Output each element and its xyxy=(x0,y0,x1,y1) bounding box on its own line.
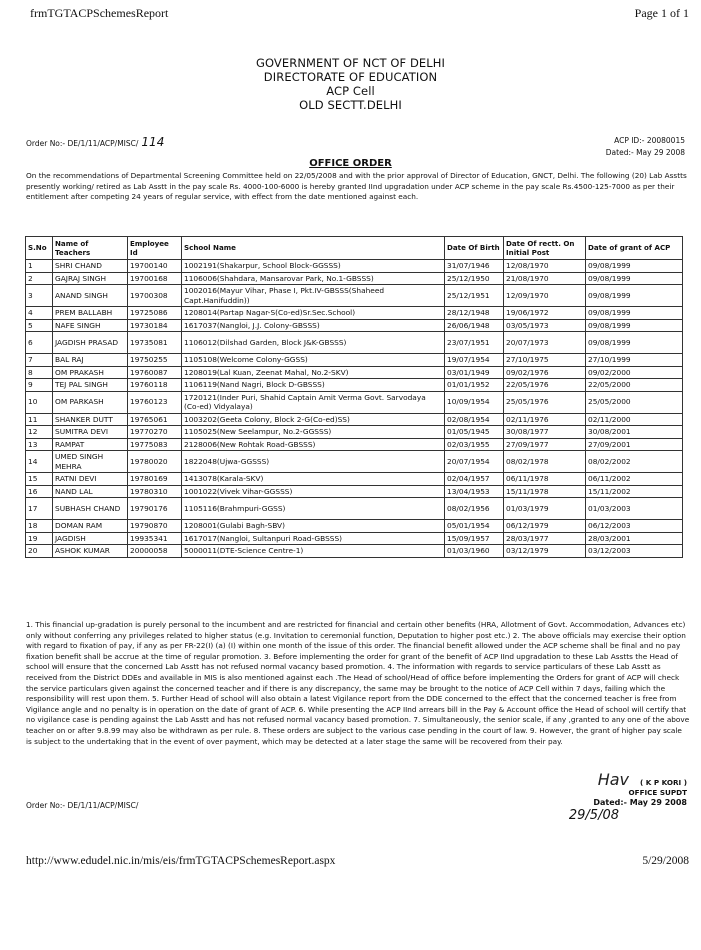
letterhead-line-3: ACP Cell xyxy=(326,84,375,98)
cell-school: 1720121(Inder Puri, Shahid Captain Amit Verma Govt. Sarvodaya (Co-ed) Vidyalaya) xyxy=(182,391,445,413)
cell-rectt: 12/09/1970 xyxy=(504,285,586,307)
cell-school: 5000011(DTE-Science Centre-1) xyxy=(182,545,445,558)
cell-grant: 27/10/1999 xyxy=(586,354,683,367)
cell-rectt: 15/11/1978 xyxy=(504,485,586,498)
cell-dob: 19/07/1954 xyxy=(445,354,504,367)
cell-school: 1105025(New Seelampur, No.2-GGSSS) xyxy=(182,426,445,439)
cell-school: 1003202(Geeta Colony, Block 2-G(Co-ed)SS) xyxy=(182,413,445,426)
table-row xyxy=(26,473,683,486)
cell-name: SUMITRA DEVI xyxy=(53,426,128,439)
cell-name: OM PRAKASH xyxy=(53,366,128,379)
cell-school: 1001022(Vivek Vihar-GGSSS) xyxy=(182,485,445,498)
page-number: Page 1 of 1 xyxy=(634,6,689,20)
cell-grant: 09/08/1999 xyxy=(586,260,683,273)
table-row xyxy=(26,272,683,285)
cell-rectt: 25/05/1976 xyxy=(504,391,586,413)
header-date-of-recruitment: Date Of rectt. On Initial Post xyxy=(504,237,586,260)
cell-rectt: 20/07/1973 xyxy=(504,332,586,354)
cell-grant: 06/11/2002 xyxy=(586,473,683,486)
table-row xyxy=(26,307,683,320)
footer-print-date: 5/29/2008 xyxy=(642,855,689,867)
table-row xyxy=(26,285,683,307)
cell-school: 1002191(Shakarpur, School Block-GGSSS) xyxy=(182,260,445,273)
cell-sno: 8 xyxy=(26,366,53,379)
letterhead-line-2: DIRECTORATE OF EDUCATION xyxy=(263,70,438,84)
cell-employee-id: 19750255 xyxy=(128,354,182,367)
cell-name: PREM BALLABH xyxy=(53,307,128,320)
cell-name: JAGDISH xyxy=(53,532,128,545)
cell-sno: 14 xyxy=(26,451,53,473)
table-row xyxy=(26,354,683,367)
cell-school: 1105116(Brahmpuri-GGSS) xyxy=(182,498,445,520)
signature-handwritten-date: 29/5/08 xyxy=(568,808,619,823)
cell-rectt: 06/11/1978 xyxy=(504,473,586,486)
cell-sno: 18 xyxy=(26,520,53,533)
cell-sno: 13 xyxy=(26,438,53,451)
header-date-of-birth: Date Of Birth xyxy=(445,237,504,260)
cell-name: RAMPAT xyxy=(53,438,128,451)
cell-sno: 2 xyxy=(26,272,53,285)
cell-school: 1208014(Partap Nagar-S(Co-ed)Sr.Sec.School) xyxy=(182,307,445,320)
cell-grant: 09/02/2000 xyxy=(586,366,683,379)
cell-dob: 02/03/1955 xyxy=(445,438,504,451)
cell-name: GAJRAJ SINGH xyxy=(53,272,128,285)
letterhead xyxy=(0,56,701,112)
cell-grant: 22/05/2000 xyxy=(586,379,683,392)
cell-dob: 02/08/1954 xyxy=(445,413,504,426)
cell-rectt: 21/08/1970 xyxy=(504,272,586,285)
cell-name: SHANKER DUTT xyxy=(53,413,128,426)
cell-rectt: 27/09/1977 xyxy=(504,438,586,451)
cell-sno: 9 xyxy=(26,379,53,392)
table-row xyxy=(26,379,683,392)
cell-rectt: 08/02/1978 xyxy=(504,451,586,473)
cell-grant: 06/12/2003 xyxy=(586,520,683,533)
cell-school: 1617037(Nangloi, J.J. Colony-GBSSS) xyxy=(182,319,445,332)
signatory-block xyxy=(629,778,687,797)
browser-print-title: frmTGTACPSchemesReport xyxy=(30,6,169,20)
cell-grant: 03/12/2003 xyxy=(586,545,683,558)
cell-sno: 4 xyxy=(26,307,53,320)
cell-dob: 10/09/1954 xyxy=(445,391,504,413)
cell-sno: 12 xyxy=(26,426,53,439)
cell-rectt: 03/05/1973 xyxy=(504,319,586,332)
acp-grant-table xyxy=(25,236,683,558)
cell-sno: 11 xyxy=(26,413,53,426)
table-row xyxy=(26,332,683,354)
header-sno: S.No xyxy=(26,237,53,260)
cell-employee-id: 19735081 xyxy=(128,332,182,354)
cell-sno: 5 xyxy=(26,319,53,332)
cell-sno: 19 xyxy=(26,532,53,545)
header-employee-id: Employee Id xyxy=(128,237,182,260)
cell-employee-id: 19780310 xyxy=(128,485,182,498)
cell-name: RATNI DEVI xyxy=(53,473,128,486)
header-school-name: School Name xyxy=(182,237,445,260)
order-number-label: Order No:- DE/1/11/ACP/MISC/ xyxy=(26,139,139,148)
cell-dob: 31/07/1946 xyxy=(445,260,504,273)
cell-dob: 25/12/1951 xyxy=(445,285,504,307)
cell-school: 1413078(Karala-SKV) xyxy=(182,473,445,486)
cell-dob: 01/03/1960 xyxy=(445,545,504,558)
cell-name: DOMAN RAM xyxy=(53,520,128,533)
cell-dob: 02/04/1957 xyxy=(445,473,504,486)
cell-name: OM PARKASH xyxy=(53,391,128,413)
cell-name: SHRI CHAND xyxy=(53,260,128,273)
letterhead-line-4: OLD SECTT.DELHI xyxy=(299,98,402,112)
cell-rectt: 19/06/1972 xyxy=(504,307,586,320)
cell-rectt: 22/05/1976 xyxy=(504,379,586,392)
cell-name: ASHOK KUMAR xyxy=(53,545,128,558)
cell-grant: 30/08/2001 xyxy=(586,426,683,439)
cell-employee-id: 19765061 xyxy=(128,413,182,426)
cell-dob: 08/02/1956 xyxy=(445,498,504,520)
office-order-intro: On the recommendations of Departmental Screening Committee held on 22/05/2008 and with the prior approval of Director of Education, GNCT, Delhi. The following (20) Lab Asstts presently working/ retired as Lab Asstt in the pay scale Rs. 4000-100-6000 is hereby granted IInd upgradation under ACP scheme in the pay scale Rs.4500-125-7000 as per their entitlement after competing 24 years of regular service, with effect from the date mentioned against each. xyxy=(26,171,687,202)
cell-dob: 28/12/1948 xyxy=(445,307,504,320)
office-order-title: OFFICE ORDER xyxy=(309,158,392,169)
cell-dob: 23/07/1951 xyxy=(445,332,504,354)
signature-date: Dated:- May 29 2008 xyxy=(593,798,687,807)
cell-employee-id: 19760123 xyxy=(128,391,182,413)
cell-sno: 1 xyxy=(26,260,53,273)
cell-sno: 15 xyxy=(26,473,53,486)
cell-dob: 01/05/1945 xyxy=(445,426,504,439)
cell-employee-id: 19725086 xyxy=(128,307,182,320)
cell-rectt: 27/10/1975 xyxy=(504,354,586,367)
cell-rectt: 30/08/1977 xyxy=(504,426,586,439)
table-row xyxy=(26,451,683,473)
acp-id-block xyxy=(606,135,685,159)
cell-rectt: 28/03/1977 xyxy=(504,532,586,545)
cell-dob: 20/07/1954 xyxy=(445,451,504,473)
cell-name: JAGDISH PRASAD xyxy=(53,332,128,354)
table-header-row xyxy=(26,237,683,260)
cell-rectt: 03/12/1979 xyxy=(504,545,586,558)
cell-employee-id: 19760118 xyxy=(128,379,182,392)
cell-sno: 7 xyxy=(26,354,53,367)
cell-employee-id: 19700140 xyxy=(128,260,182,273)
signatory-designation: OFFICE SUPDT xyxy=(628,787,687,797)
cell-employee-id: 19780169 xyxy=(128,473,182,486)
cell-rectt: 12/08/1970 xyxy=(504,260,586,273)
header-name: Name of Teachers xyxy=(53,237,128,260)
terms-and-conditions: 1. This financial up-gradation is purely personal to the incumbent and are restricted for financial and certain other benefits (HRA, Allotment of Govt. Accommodation, Advances etc) only without conferring any privileges related to higher status (e.g. Invitation to ceremonial function, Deputation to higher post etc.) 2. The above officials may exercise their option with regard to fixation of pay, if any as per FR-22(I) (a) (I) within one month of the issue of this order. The financial benefit allowed under the ACP scheme shall be final and no pay fixation benefit shall be accrue at the time of regular promotion. 3. Before implementing the order for grant of the benefit of ACP IInd upgradation to these Lab Asstts the Head of school will ensure that the concerned Lab Asstt has not refused normal vacancy based promotion. 4. The information with regards to service particulars of these Lab Asstt as received from the District DDEs and available in MIS is also mentioned against each .The Head of school/Head of office before implementing the Orders for grant of ACP will check the service particulars given against the concerned teacher and if there is any discrepancy, the same may be brought to the notice of ACP Cell within 7 days, failing which the responsibility will rest upon them. 5. Further Head of school will also obtain a latest Vigilance report from the DDE concerned to the effect that the concerned teacher is free from Vigilance angle and no penalty is in operation on the date of grant of ACP. 6. While presenting the ACP IInd arrears bill in the Pay & Account office the Head of school will certify that no vigilance case is pending against the Lab Asstt and has not refused normal vacancy based promotion. 7. Simultaneously, the senior scale, if any ,granted to any one of the above teacher on or after 9.8.99 may also be withdrawn as per rule. 8. These orders are subject to the various case pending in the court of law. 9. However, the grant of higher pay scale is subject to the undertaking that in the event of over payment, which may be detected at a later stage the same will be recovered from their pay. xyxy=(26,620,690,746)
cell-dob: 03/01/1949 xyxy=(445,366,504,379)
cell-employee-id: 20000058 xyxy=(128,545,182,558)
cell-school: 1208019(Lal Kuan, Zeenat Mahal, No.2-SKV) xyxy=(182,366,445,379)
cell-dob: 01/01/1952 xyxy=(445,379,504,392)
cell-grant: 15/11/2002 xyxy=(586,485,683,498)
cell-grant: 09/08/1999 xyxy=(586,307,683,320)
cell-dob: 25/12/1950 xyxy=(445,272,504,285)
cell-dob: 13/04/1953 xyxy=(445,485,504,498)
table-row xyxy=(26,391,683,413)
table-row xyxy=(26,366,683,379)
cell-name: BAL RAJ xyxy=(53,354,128,367)
cell-name: TEJ PAL SINGH xyxy=(53,379,128,392)
footer-url: http://www.edudel.nic.in/mis/eis/frmTGTACPSchemesReport.aspx xyxy=(26,855,336,867)
cell-grant: 09/08/1999 xyxy=(586,285,683,307)
table-row xyxy=(26,426,683,439)
table-row xyxy=(26,413,683,426)
cell-rectt: 09/02/1976 xyxy=(504,366,586,379)
table-row xyxy=(26,260,683,273)
order-number-bottom: Order No:- DE/1/11/ACP/MISC/ xyxy=(26,801,139,810)
cell-school: 1002016(Mayur Vihar, Phase I, Pkt.IV-GBSSS(Shaheed Capt.Hanifuddin)) xyxy=(182,285,445,307)
cell-school: 1106012(Dilshad Garden, Block J&K-GBSSS) xyxy=(182,332,445,354)
letterhead-line-1: GOVERNMENT OF NCT OF DELHI xyxy=(255,56,446,70)
order-date: Dated:- May 29 2008 xyxy=(605,148,685,157)
acp-id: ACP ID:- 20080015 xyxy=(614,136,685,145)
cell-sno: 3 xyxy=(26,285,53,307)
cell-employee-id: 19700168 xyxy=(128,272,182,285)
order-number-handwritten: 114 xyxy=(141,135,165,149)
cell-school: 1208001(Gulabi Bagh-SBV) xyxy=(182,520,445,533)
header-date-of-grant: Date of grant of ACP xyxy=(586,237,683,260)
cell-name: UMED SINGH MEHRA xyxy=(53,451,128,473)
cell-dob: 15/09/1957 xyxy=(445,532,504,545)
cell-grant: 01/03/2003 xyxy=(586,498,683,520)
table-row xyxy=(26,498,683,520)
cell-rectt: 06/12/1979 xyxy=(504,520,586,533)
cell-school: 1617017(Nangloi, Sultanpuri Road-GBSSS) xyxy=(182,532,445,545)
cell-sno: 16 xyxy=(26,485,53,498)
cell-school: 1822048(Ujwa-GGSSS) xyxy=(182,451,445,473)
table-row xyxy=(26,532,683,545)
cell-employee-id: 19700308 xyxy=(128,285,182,307)
signatory-name: ( K P KORI ) xyxy=(640,778,687,787)
cell-dob: 05/01/1954 xyxy=(445,520,504,533)
cell-school: 1105108(Welcome Colony-GGSS) xyxy=(182,354,445,367)
cell-grant: 25/05/2000 xyxy=(586,391,683,413)
cell-sno: 20 xyxy=(26,545,53,558)
cell-rectt: 02/11/1976 xyxy=(504,413,586,426)
cell-employee-id: 19790176 xyxy=(128,498,182,520)
cell-grant: 09/08/1999 xyxy=(586,272,683,285)
cell-grant: 08/02/2002 xyxy=(586,451,683,473)
cell-employee-id: 19730184 xyxy=(128,319,182,332)
cell-name: NAFE SINGH xyxy=(53,319,128,332)
cell-school: 1106119(Nand Nagri, Block D-GBSSS) xyxy=(182,379,445,392)
cell-employee-id: 19780020 xyxy=(128,451,182,473)
cell-employee-id: 19775083 xyxy=(128,438,182,451)
cell-name: ANAND SINGH xyxy=(53,285,128,307)
cell-dob: 26/06/1948 xyxy=(445,319,504,332)
table-row xyxy=(26,545,683,558)
cell-employee-id: 19790870 xyxy=(128,520,182,533)
cell-grant: 02/11/2000 xyxy=(586,413,683,426)
cell-rectt: 01/03/1979 xyxy=(504,498,586,520)
cell-grant: 27/09/2001 xyxy=(586,438,683,451)
cell-sno: 10 xyxy=(26,391,53,413)
cell-grant: 09/08/1999 xyxy=(586,332,683,354)
signature-handwritten: Hav xyxy=(597,770,629,789)
cell-name: NAND LAL xyxy=(53,485,128,498)
cell-grant: 09/08/1999 xyxy=(586,319,683,332)
cell-sno: 6 xyxy=(26,332,53,354)
cell-grant: 28/03/2001 xyxy=(586,532,683,545)
table-row xyxy=(26,520,683,533)
cell-employee-id: 19760087 xyxy=(128,366,182,379)
order-number xyxy=(26,135,164,149)
cell-school: 1106006(Shahdara, Mansarovar Park, No.1-GBSSS) xyxy=(182,272,445,285)
cell-school: 2128006(New Rohtak Road-GBSSS) xyxy=(182,438,445,451)
table-row xyxy=(26,319,683,332)
cell-sno: 17 xyxy=(26,498,53,520)
cell-employee-id: 19935341 xyxy=(128,532,182,545)
cell-employee-id: 19770270 xyxy=(128,426,182,439)
table-row xyxy=(26,438,683,451)
table-row xyxy=(26,485,683,498)
cell-name: SUBHASH CHAND xyxy=(53,498,128,520)
